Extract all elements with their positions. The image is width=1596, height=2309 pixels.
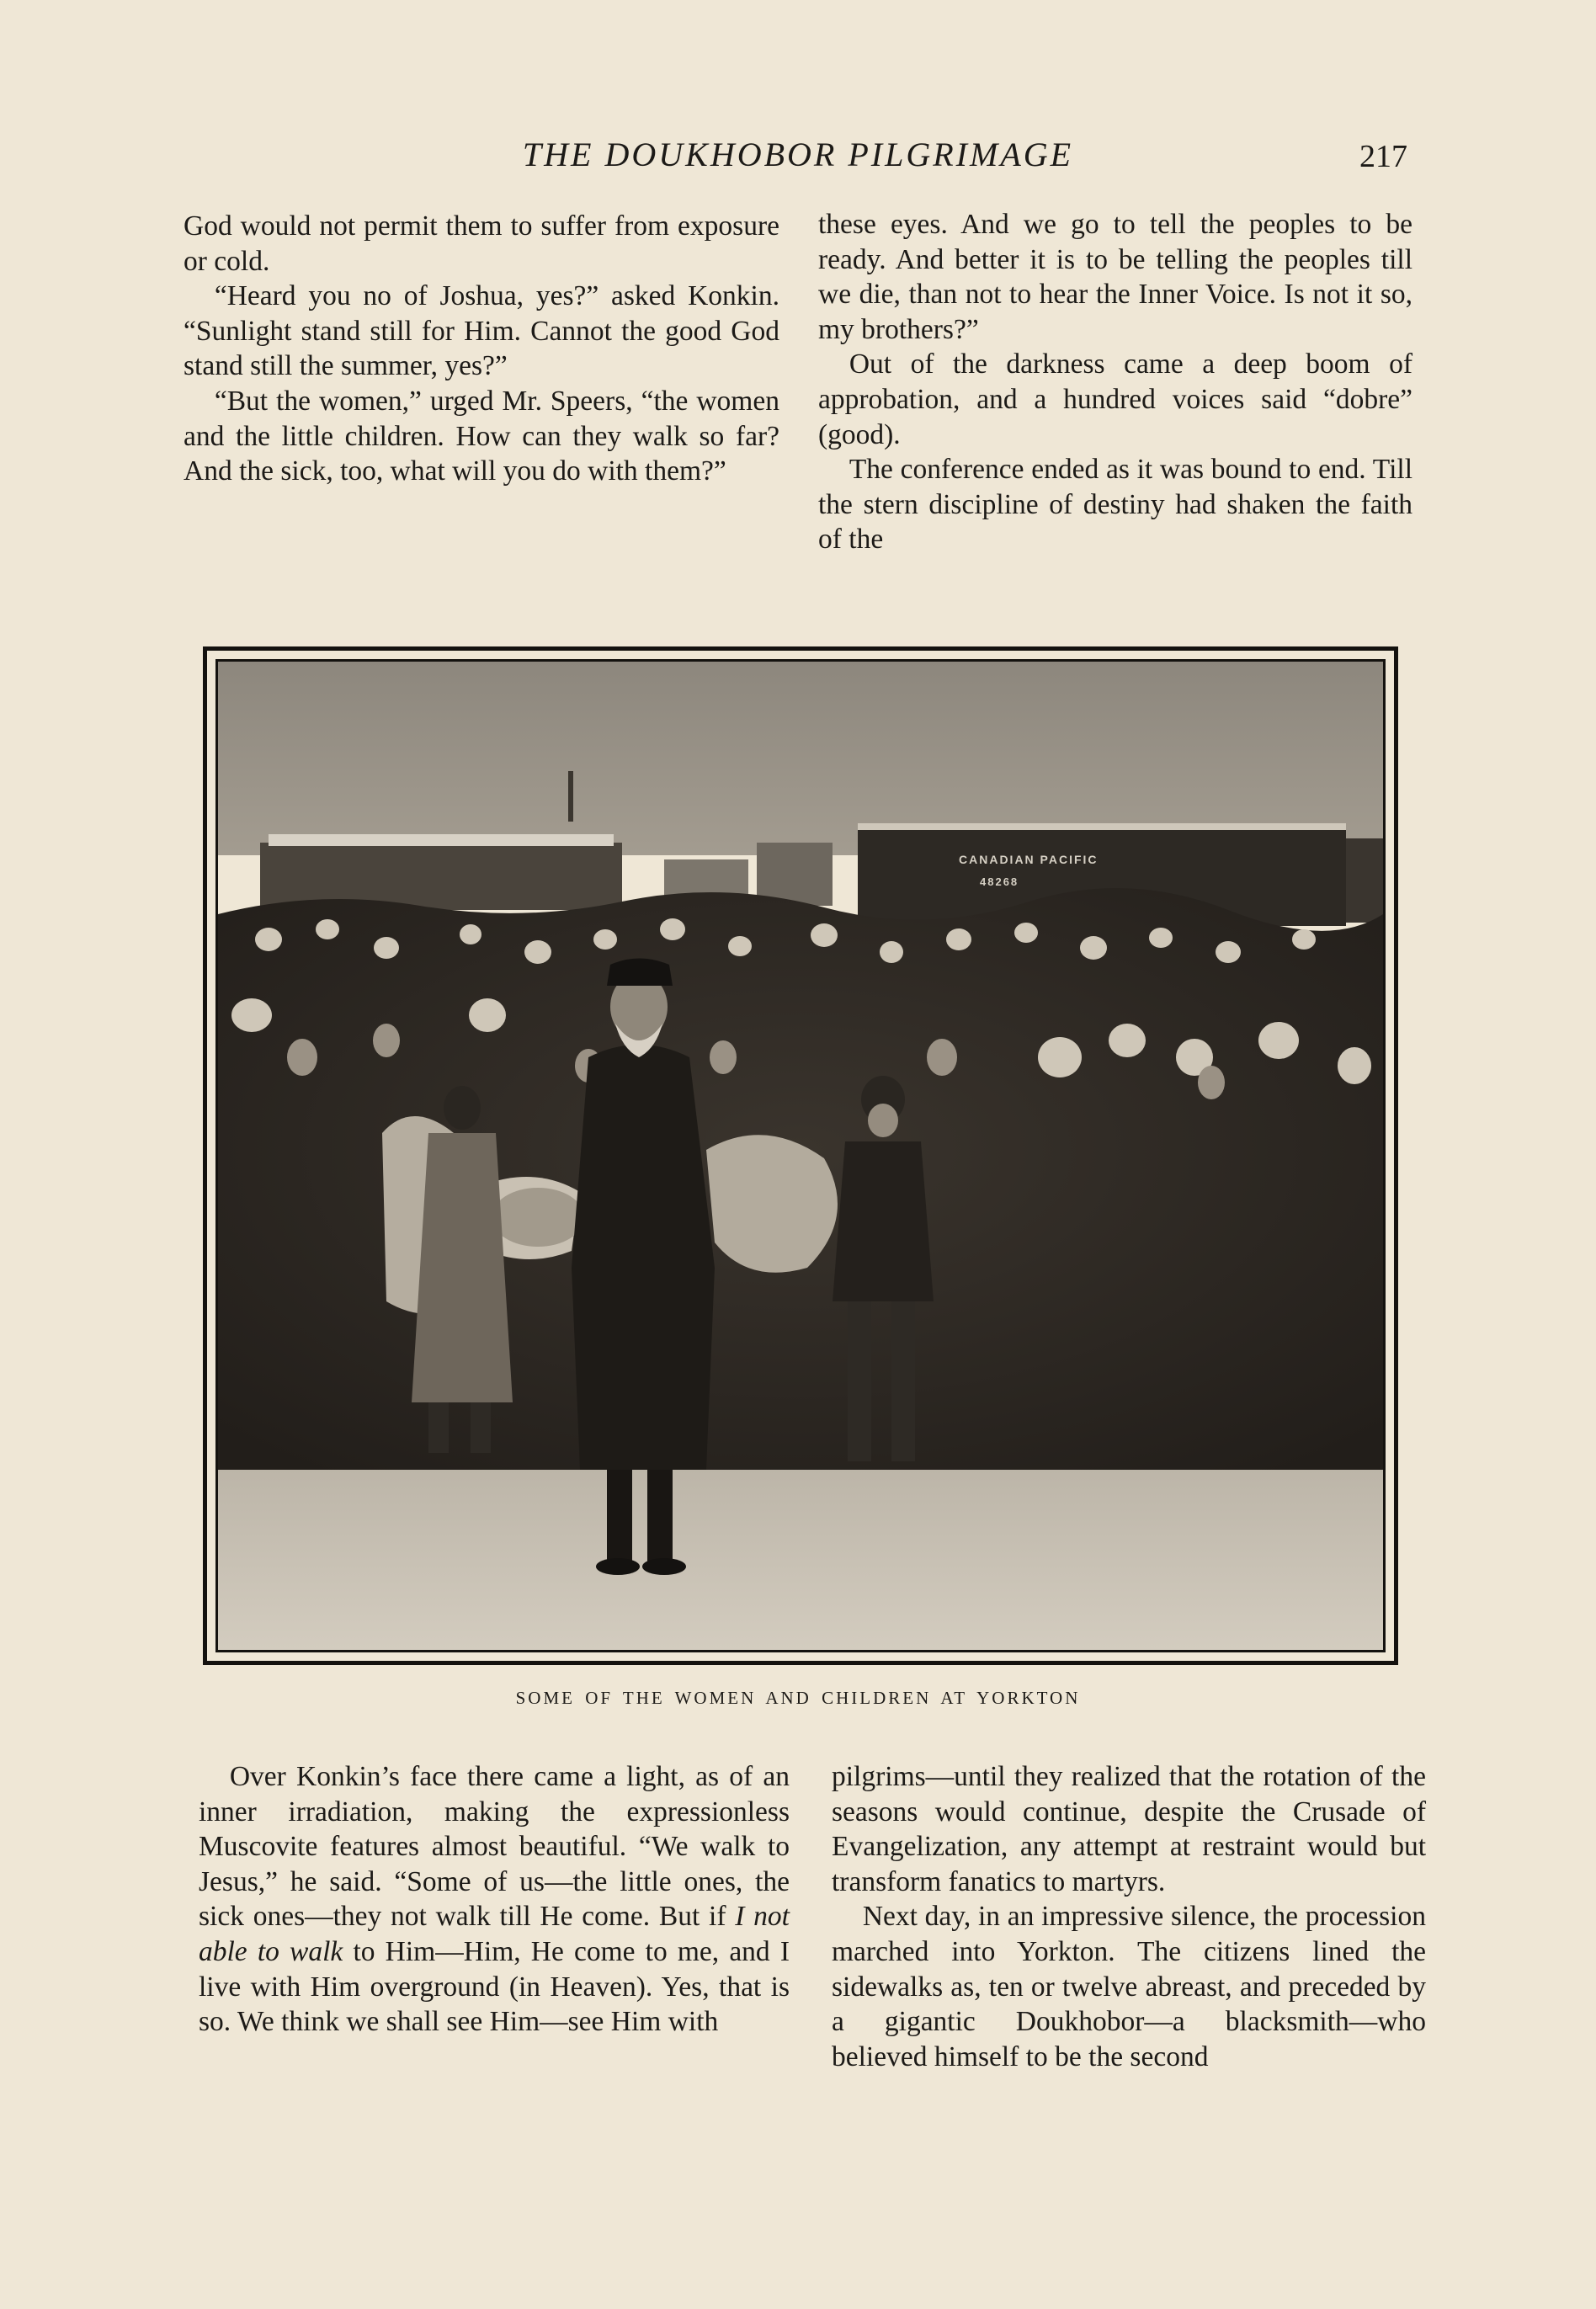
roof-snow	[269, 834, 614, 846]
pole	[568, 771, 573, 822]
column-top-right	[818, 207, 1412, 557]
column-bottom-left	[199, 1759, 790, 2040]
photograph	[215, 659, 1386, 1652]
paragraph: God would not permit them to suffer from exposure or cold.	[184, 210, 779, 277]
emphasis: I not able to walk	[199, 1901, 790, 1967]
paragraph: “Heard you no of Joshua, yes?” asked Konkin. “Sunlight stand still for Him. Cannot the good God stand still the summer, yes?”	[184, 280, 779, 382]
column-top-left	[184, 209, 779, 489]
photograph-illustration	[218, 662, 1383, 1650]
snowy-ground	[218, 1444, 1383, 1650]
boxcar-text: CANADIAN PACIFIC	[959, 853, 1099, 866]
paragraph: Next day, in an impressive silence, the procession marched into Yorkton. The citizens lined the sidewalks as, ten or twelve abreast, and preceded by a gigantic Doukhobor—a blacksmith—who believed himself to be the second	[832, 1901, 1426, 2072]
boxcar-end	[1346, 838, 1383, 923]
paragraph	[199, 1759, 790, 2040]
photograph-frame	[203, 646, 1398, 1665]
paragraph: “But the women,” urged Mr. Speers, “the women and the little children. How can they walk so far? And the sick, too, what will you do with them?”	[184, 385, 779, 487]
text-run: Over Konkin’s face there came a light, as of an inner irradiation, making the expressionless Muscovite features almost beautiful. “We walk to Jesus,” he said. “Some of us—the little ones, the sick ones—they not walk till He come. But if	[199, 1761, 790, 1933]
text-run: to Him—Him, He come to me, and I live with Him overground (in Heaven). Yes, that is so. We think we shall see Him—see Him with	[199, 1935, 790, 2038]
running-head	[0, 135, 1596, 177]
running-title: THE DOUKHOBOR PILGRIMAGE	[522, 136, 1074, 173]
paragraph: Out of the darkness came a deep boom of approbation, and a hundred voices said “dobre” (good).	[818, 348, 1412, 450]
page-number: 217	[1359, 139, 1407, 174]
paragraph: The conference ended as it was bound to end. Till the stern discipline of destiny had shaken the faith of the	[818, 454, 1412, 556]
paragraph: these eyes. And we go to tell the peoples to be ready. And better it is to be telling the peoples till we die, than not to hear the Inner Voice. Is not it so, my brothers?”	[818, 209, 1412, 345]
boxcar-number: 48268	[980, 875, 1019, 888]
paragraph: pilgrims—until they realized that the rotation of the seasons would continue, despite the Crusade of Evangelization, any attempt at restraint would but transform fanatics to martyrs.	[832, 1761, 1426, 1897]
photo-caption: SOME OF THE WOMEN AND CHILDREN AT YORKTON	[515, 1688, 1081, 1708]
column-bottom-right	[832, 1759, 1426, 2074]
